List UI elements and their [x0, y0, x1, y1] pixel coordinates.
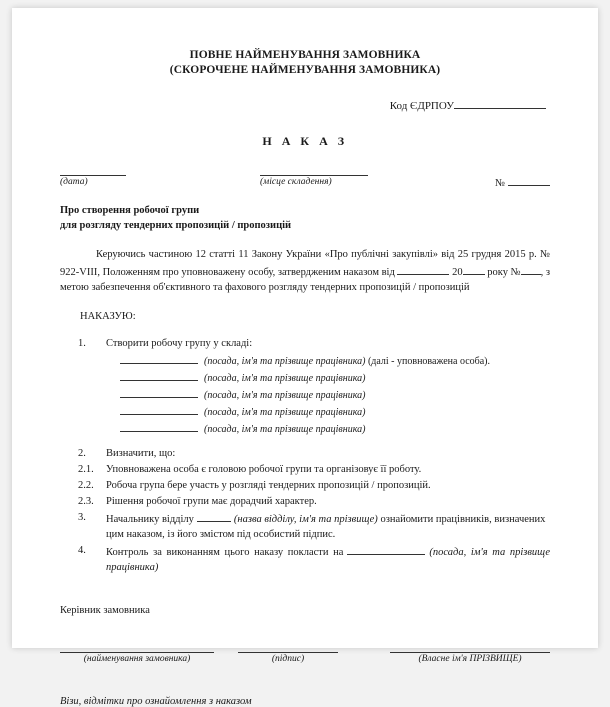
place-caption: (місце складення) — [260, 177, 332, 187]
preamble-year-blank[interactable] — [463, 263, 485, 275]
order-item-3-caption: (назва відділу, ім'я та прізвище) — [233, 513, 378, 525]
order-item-1-text: Створити робочу групу у складі: — [106, 337, 253, 349]
preamble-date-blank[interactable] — [397, 263, 449, 275]
signature-org-caption: (найменування замовника) — [83, 653, 191, 664]
member-row — [60, 420, 550, 437]
order-item-4-blank[interactable] — [347, 543, 425, 555]
order-item-3 — [60, 510, 550, 542]
signature-org-blank[interactable] — [60, 642, 214, 653]
preamble-text-1: Керуючись частиною 12 статті 11 Закону України «Про публічні закупівлі» від 25 грудня 2015 р. № 922-VIII, Положенням про уповноважену особу, затвердженим наказом від — [60, 249, 550, 278]
order-item-2 — [60, 446, 550, 461]
preamble-text-3: року № — [487, 266, 521, 278]
subject-line-2: для розгляду тендерних пропозицій / пропозицій — [60, 220, 292, 231]
member-caption: (посада, ім'я та прізвище працівника) — [204, 355, 366, 367]
order-item-4 — [60, 543, 550, 575]
order-item-2-2-number: 2.2. — [78, 479, 94, 491]
edrpou-blank[interactable] — [454, 97, 546, 109]
edrpou-label: Код ЄДРПОУ — [389, 100, 454, 112]
order-item-3-number: 3. — [78, 511, 86, 523]
order-item-3-text-before: Начальнику відділу — [106, 513, 194, 525]
member-blank[interactable] — [120, 403, 198, 415]
document-body — [60, 48, 550, 707]
edrpou-row — [60, 97, 550, 112]
member-caption: (посада, ім'я та прізвище працівника) — [204, 389, 366, 401]
order-item-4-caption: (посада, ім'я та прізвище працівника) — [106, 546, 550, 573]
preamble-text-2: 20 — [452, 266, 463, 278]
order-item-2-3 — [60, 494, 550, 509]
order-item-2-3-number: 2.3. — [78, 495, 94, 507]
signature-name-caption: (Власне ім'я ПРІЗВИЩЕ) — [418, 653, 522, 664]
subject-line-1: Про створення робочої групи — [60, 205, 200, 216]
place-field[interactable] — [260, 164, 368, 187]
order-item-3-text-after: ознайомити працівників, визначених цим наказом, із його змістом під особистий підпис. — [106, 513, 546, 540]
preamble-paragraph — [60, 247, 550, 296]
date-field[interactable] — [60, 164, 126, 187]
order-item-1-number: 1. — [78, 337, 86, 349]
date-caption: (дата) — [60, 177, 88, 187]
order-item-2-1 — [60, 462, 550, 477]
order-item-4-number: 4. — [78, 544, 86, 556]
member-row — [60, 352, 550, 369]
member-blank[interactable] — [120, 352, 198, 364]
member-tail: (далі - уповноважена особа). — [367, 355, 491, 367]
spacer — [60, 437, 550, 446]
order-item-2-1-text: Уповноважена особа є головою робочої групи та організовує її роботу. — [106, 463, 422, 475]
directive-label: НАКАЗУЮ: — [80, 310, 136, 322]
document-title: Н А К А З — [262, 134, 348, 148]
member-blank[interactable] — [120, 386, 198, 398]
order-item-1 — [60, 336, 550, 351]
signature-sign-field[interactable] — [238, 642, 338, 664]
member-blank[interactable] — [120, 369, 198, 381]
subject-block — [60, 203, 550, 233]
member-blank[interactable] — [120, 420, 198, 432]
order-item-4-text-before: Контроль за виконанням цього наказу покласти на — [106, 546, 344, 558]
signature-org-field[interactable] — [60, 642, 214, 664]
organization-full-name: ПОВНЕ НАЙМЕНУВАННЯ ЗАМОВНИКА — [189, 49, 421, 61]
order-items-list — [60, 336, 550, 575]
member-caption: (посада, ім'я та прізвище працівника) — [204, 372, 366, 384]
signatory-title: Керівник замовника — [60, 604, 150, 616]
signature-sign-blank[interactable] — [238, 642, 338, 653]
working-group-member-rows — [60, 352, 550, 437]
order-item-2-3-text: Рішення робочої групи має дорадчий характер. — [106, 495, 317, 507]
signature-sign-caption: (підпис) — [271, 653, 305, 664]
document-meta-row — [60, 164, 550, 192]
order-item-2-2 — [60, 478, 550, 493]
signature-row — [60, 642, 550, 668]
order-number-field — [468, 164, 550, 189]
member-row — [60, 403, 550, 420]
preamble-number-blank[interactable] — [521, 263, 541, 275]
footer-note: Візи, відмітки про ознайомлення з наказом — [60, 695, 252, 707]
date-blank[interactable] — [60, 164, 126, 176]
member-row — [60, 386, 550, 403]
organization-header — [60, 48, 550, 78]
order-item-2-2-text: Робоча група бере участь у розгляді тендерних пропозицій / пропозицій. — [106, 479, 431, 491]
order-number-label: № — [494, 178, 505, 189]
member-caption: (посада, ім'я та прізвище працівника) — [204, 406, 366, 418]
order-item-2-number: 2. — [78, 447, 86, 459]
signature-name-field[interactable] — [390, 642, 550, 664]
member-caption: (посада, ім'я та прізвище працівника) — [204, 423, 366, 435]
order-item-2-1-number: 2.1. — [78, 463, 94, 475]
preamble-text-4: , з метою забезпечення об'єктивного та фахового розгляду тендерних пропозицій / пропозицій — [60, 266, 551, 293]
document-page — [12, 8, 598, 707]
place-blank[interactable] — [260, 164, 368, 176]
member-row — [60, 369, 550, 386]
order-number-blank[interactable] — [508, 174, 550, 186]
order-item-2-text: Визначити, що: — [106, 447, 176, 459]
signature-name-blank[interactable] — [390, 642, 550, 653]
order-item-3-blank[interactable] — [197, 510, 231, 522]
organization-short-name: (СКОРОЧЕНЕ НАЙМЕНУВАННЯ ЗАМОВНИКА) — [169, 64, 441, 76]
